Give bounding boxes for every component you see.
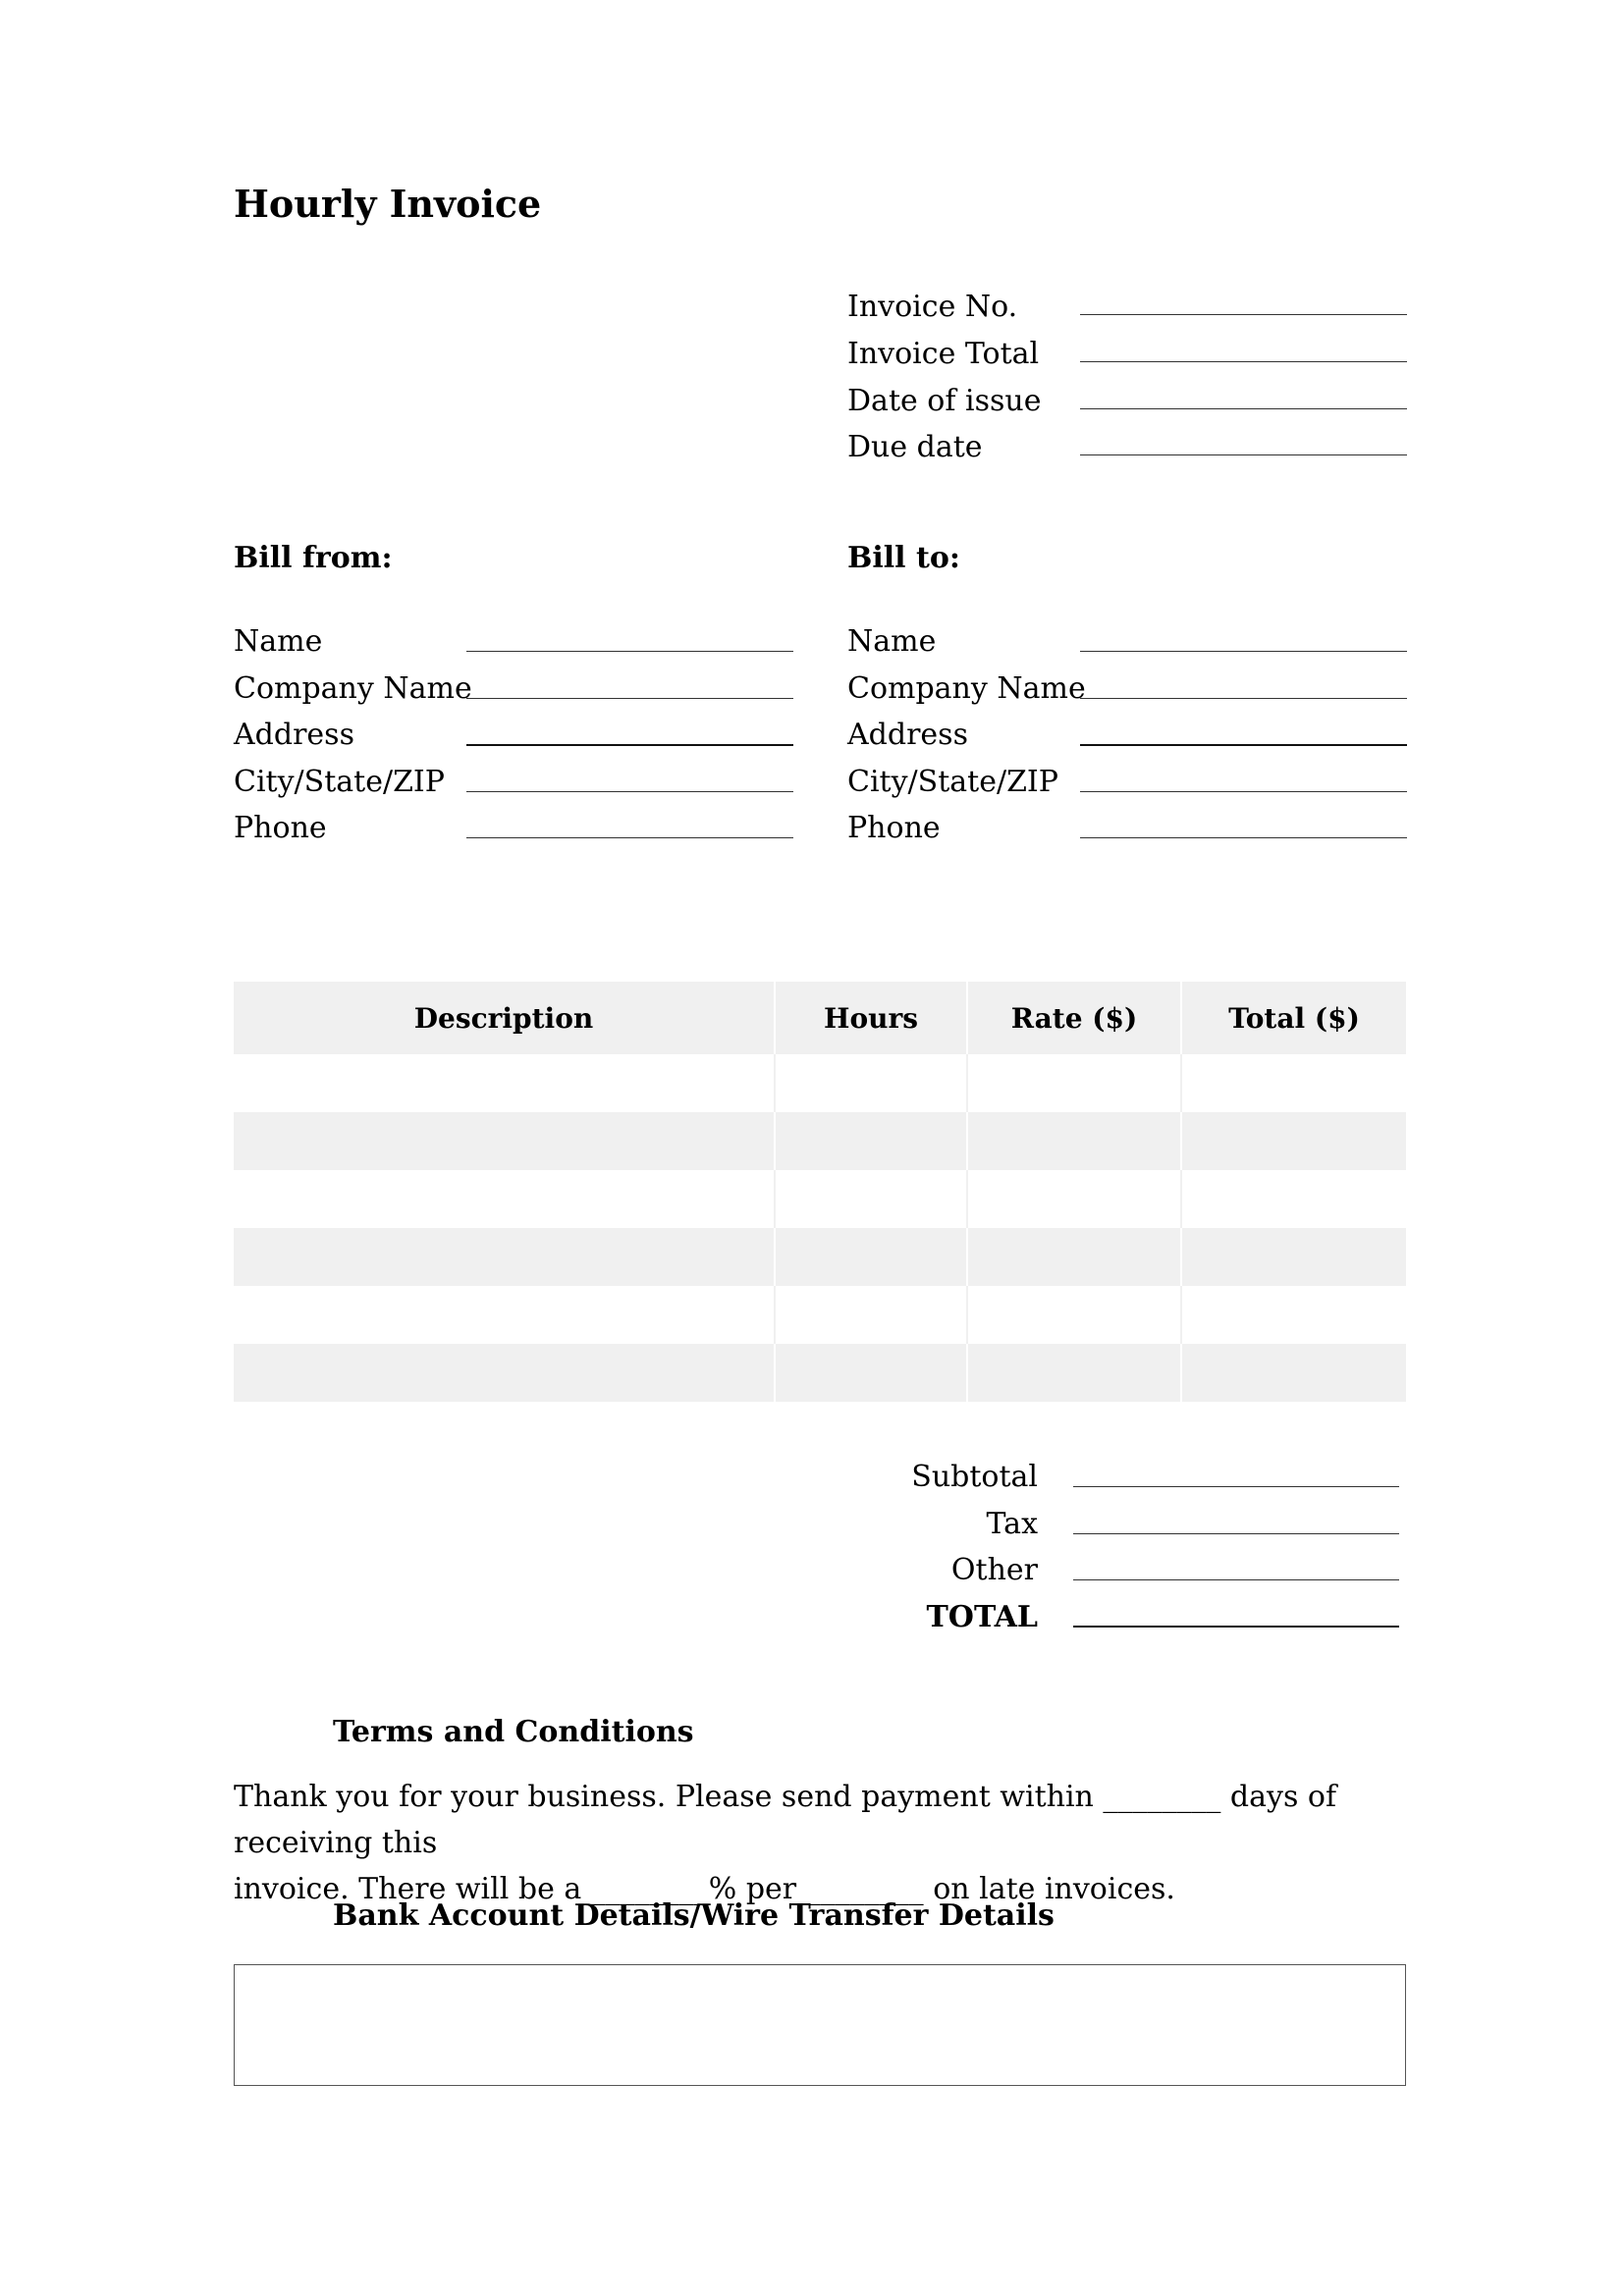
rate-cell[interactable] [967, 1170, 1181, 1228]
subtotal-label: Subtotal [911, 1460, 1038, 1494]
bill-from-name-row [234, 618, 793, 666]
description-cell[interactable] [234, 1286, 775, 1344]
table-header-row [234, 982, 1406, 1054]
bill-to-phone-row [847, 805, 1407, 852]
bill-to-city-row [847, 759, 1407, 806]
date-of-issue-label: Date of issue [847, 384, 1042, 418]
description-cell[interactable] [234, 1228, 775, 1286]
description-cell[interactable] [234, 1112, 775, 1170]
tax-row [687, 1501, 1038, 1548]
terms-line-2: invoice. There will be a ________% per ________ on late invoices. [234, 1872, 1175, 1906]
due-date-field[interactable] [1080, 454, 1407, 455]
tax-field[interactable] [1073, 1533, 1399, 1534]
hours-cell[interactable] [775, 1112, 967, 1170]
bill-to-name-field[interactable] [1080, 651, 1407, 652]
bill-from-phone-field[interactable] [466, 837, 793, 838]
table-row [234, 1286, 1406, 1344]
page-title: Hourly Invoice [234, 182, 542, 226]
terms-heading: Terms and Conditions [333, 1715, 694, 1749]
total-cell[interactable] [1181, 1054, 1406, 1112]
bill-to-company-field[interactable] [1080, 698, 1407, 699]
bill-to-phone-field[interactable] [1080, 837, 1407, 838]
bill-from-phone-row [234, 805, 793, 852]
total-cell[interactable] [1181, 1112, 1406, 1170]
bill-to-heading: Bill to: [847, 541, 960, 575]
bill-to-name-label: Name [847, 624, 937, 659]
col-header-rate: Rate ($) [967, 982, 1181, 1054]
tax-label: Tax [986, 1507, 1038, 1541]
bill-from-address-row [234, 712, 793, 759]
rate-cell[interactable] [967, 1286, 1181, 1344]
invoice-no-label: Invoice No. [847, 290, 1018, 324]
total-label: TOTAL [926, 1600, 1038, 1634]
bill-from-heading: Bill from: [234, 541, 393, 575]
bill-to-phone-label: Phone [847, 811, 941, 845]
bill-to-address-label: Address [847, 718, 968, 752]
description-cell[interactable] [234, 1170, 775, 1228]
bill-to-address-field[interactable] [1080, 744, 1407, 746]
bill-to-city-field[interactable] [1080, 791, 1407, 792]
hours-cell[interactable] [775, 1344, 967, 1402]
due-date-label: Due date [847, 430, 983, 464]
invoice-total-field[interactable] [1080, 361, 1407, 362]
rate-cell[interactable] [967, 1054, 1181, 1112]
bill-from-address-field[interactable] [466, 744, 793, 746]
total-cell[interactable] [1181, 1170, 1406, 1228]
due-date-row [847, 424, 1407, 471]
terms-text [234, 1774, 1412, 1912]
invoice-total-label: Invoice Total [847, 337, 1040, 371]
other-field[interactable] [1073, 1579, 1399, 1580]
hours-cell[interactable] [775, 1286, 967, 1344]
table-row [234, 1228, 1406, 1286]
description-cell[interactable] [234, 1344, 775, 1402]
hours-cell[interactable] [775, 1054, 967, 1112]
hours-cell[interactable] [775, 1170, 967, 1228]
rate-cell[interactable] [967, 1344, 1181, 1402]
bill-from-company-field[interactable] [466, 698, 793, 699]
line-items-table [234, 982, 1406, 1402]
col-header-total: Total ($) [1181, 982, 1406, 1054]
invoice-no-field[interactable] [1080, 314, 1407, 315]
total-cell[interactable] [1181, 1286, 1406, 1344]
bank-heading: Bank Account Details/Wire Transfer Details [333, 1898, 1055, 1933]
invoice-total-row [847, 331, 1407, 378]
total-row [687, 1594, 1038, 1641]
table-row [234, 1344, 1406, 1402]
table-row [234, 1054, 1406, 1112]
table-row [234, 1112, 1406, 1170]
other-row [687, 1547, 1038, 1594]
invoice-no-row [847, 284, 1407, 331]
rate-cell[interactable] [967, 1228, 1181, 1286]
col-header-hours: Hours [775, 982, 967, 1054]
bank-details-box[interactable] [234, 1964, 1406, 2086]
bill-to-name-row [847, 618, 1407, 666]
bill-from-company-row [234, 666, 793, 713]
bill-to-company-row [847, 666, 1407, 713]
date-of-issue-field[interactable] [1080, 408, 1407, 409]
bill-from-city-field[interactable] [466, 791, 793, 792]
bill-to-address-row [847, 712, 1407, 759]
bill-to-city-label: City/State/ZIP [847, 765, 1058, 799]
hours-cell[interactable] [775, 1228, 967, 1286]
bill-from-company-label: Company Name [234, 671, 472, 706]
date-of-issue-row [847, 378, 1407, 425]
total-field[interactable] [1073, 1626, 1399, 1628]
total-cell[interactable] [1181, 1228, 1406, 1286]
rate-cell[interactable] [967, 1112, 1181, 1170]
description-cell[interactable] [234, 1054, 775, 1112]
other-label: Other [950, 1553, 1038, 1587]
table-row [234, 1170, 1406, 1228]
bill-from-name-label: Name [234, 624, 323, 659]
bill-from-city-label: City/State/ZIP [234, 765, 445, 799]
subtotal-field[interactable] [1073, 1486, 1399, 1487]
bill-to-company-label: Company Name [847, 671, 1086, 706]
bill-from-city-row [234, 759, 793, 806]
bill-from-phone-label: Phone [234, 811, 327, 845]
total-cell[interactable] [1181, 1344, 1406, 1402]
col-header-description: Description [234, 982, 775, 1054]
terms-line-1: Thank you for your business. Please send payment within ________ days of receiving this [234, 1780, 1337, 1860]
subtotal-row [687, 1454, 1038, 1501]
bill-from-address-label: Address [234, 718, 354, 752]
bill-from-name-field[interactable] [466, 651, 793, 652]
